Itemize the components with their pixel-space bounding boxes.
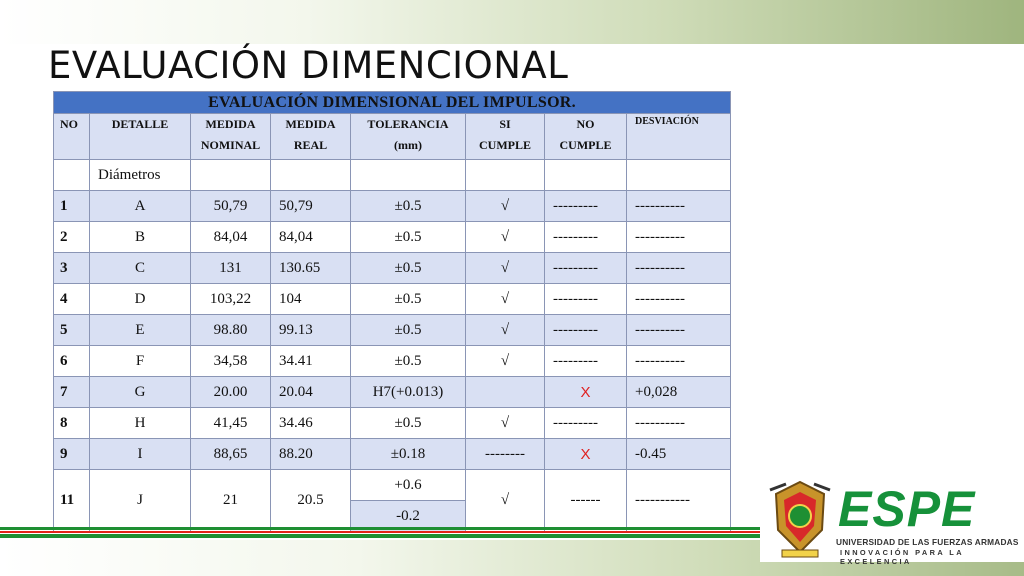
- cell-desviacion: ----------: [627, 253, 731, 284]
- cell-no-cumple: ---------: [545, 408, 627, 439]
- cell-si-cumple: [466, 377, 545, 408]
- evaluation-table-image: [53, 91, 730, 527]
- cell-tolerance: ±0.5: [351, 408, 466, 439]
- cell-tolerance: ±0.5: [351, 222, 466, 253]
- cell-detalle: H: [90, 408, 191, 439]
- header-medida-nominal: [191, 114, 271, 160]
- cell-no: 8: [54, 408, 90, 439]
- cell-nominal: 21: [191, 470, 271, 532]
- cell-no: 4: [54, 284, 90, 315]
- cell-real: 34.46: [271, 408, 351, 439]
- header-tolerancia: [351, 114, 466, 160]
- cell-si-cumple: √: [466, 346, 545, 377]
- cell-tolerance: ±0.5: [351, 284, 466, 315]
- header-medida-real: [271, 114, 351, 160]
- table-row-j-upper: [54, 470, 731, 501]
- cell-no-cumple: ---------: [545, 253, 627, 284]
- header-desviacion: DESVIACIÓN: [627, 114, 731, 160]
- header-si-line1: SI: [499, 117, 511, 131]
- table-row: [54, 253, 731, 284]
- cell-no: 5: [54, 315, 90, 346]
- cell-nominal: 103,22: [191, 284, 271, 315]
- evaluation-table: [53, 91, 731, 532]
- cell-no: 6: [54, 346, 90, 377]
- table-caption-row: [54, 92, 731, 114]
- cell-detalle: E: [90, 315, 191, 346]
- cell-tolerance: ±0.5: [351, 191, 466, 222]
- table-row: [54, 315, 731, 346]
- section-row: [54, 160, 731, 191]
- cell-real: 88.20: [271, 439, 351, 470]
- top-gradient-band: [0, 0, 1024, 44]
- cell-nominal: 88,65: [191, 439, 271, 470]
- cell-detalle: I: [90, 439, 191, 470]
- cell-real: 50,79: [271, 191, 351, 222]
- cell-detalle: B: [90, 222, 191, 253]
- cell-desviacion: ----------: [627, 408, 731, 439]
- cell-no: 3: [54, 253, 90, 284]
- cell-no-cumple: ---------: [545, 315, 627, 346]
- cell-no-cumple: ---------: [545, 191, 627, 222]
- header-nocumple-line1: NO: [576, 117, 595, 131]
- cell-desviacion: -----------: [627, 470, 731, 532]
- cell-si-cumple: --------: [466, 439, 545, 470]
- cell-tolerance-upper: +0.6: [351, 470, 466, 501]
- cell-no-cumple: ---------: [545, 222, 627, 253]
- cell-real: 20.04: [271, 377, 351, 408]
- cell-nominal: 20.00: [191, 377, 271, 408]
- cell-nominal: 131: [191, 253, 271, 284]
- cell-detalle: F: [90, 346, 191, 377]
- header-si-line2: CUMPLE: [479, 138, 531, 152]
- cell-detalle: A: [90, 191, 191, 222]
- cell-no-cumple: ---------: [545, 346, 627, 377]
- cell-real: 104: [271, 284, 351, 315]
- cell-real: 20.5: [271, 470, 351, 532]
- table-header-row: [54, 114, 731, 160]
- cell-nominal: 84,04: [191, 222, 271, 253]
- table-row: [54, 377, 731, 408]
- cell-desviacion: ----------: [627, 315, 731, 346]
- cell-real: 84,04: [271, 222, 351, 253]
- header-real-line2: REAL: [293, 138, 328, 152]
- section-label: Diámetros: [90, 160, 191, 191]
- table-row: [54, 408, 731, 439]
- cell-si-cumple: √: [466, 191, 545, 222]
- cell-tolerance: ±0.5: [351, 315, 466, 346]
- table-row: [54, 284, 731, 315]
- header-nocumple-line2: CUMPLE: [559, 138, 612, 152]
- table-row: [54, 346, 731, 377]
- cell-si-cumple: √: [466, 470, 545, 532]
- cell-detalle: D: [90, 284, 191, 315]
- table-row: [54, 439, 731, 470]
- cell-no-cumple: ------: [545, 470, 627, 532]
- cell-si-cumple: √: [466, 253, 545, 284]
- cell-real: 34.41: [271, 346, 351, 377]
- cell-no: 1: [54, 191, 90, 222]
- header-no-cumple: [545, 114, 627, 160]
- university-name: UNIVERSIDAD DE LAS FUERZAS ARMADAS: [836, 537, 1019, 547]
- cell-desviacion: -0.45: [627, 439, 731, 470]
- header-tol-line1: TOLERANCIA: [367, 117, 449, 131]
- cell-tolerance: ±0.5: [351, 346, 466, 377]
- cell-tolerance: ±0.5: [351, 253, 466, 284]
- cell-desviacion: ----------: [627, 284, 731, 315]
- table-row: [54, 191, 731, 222]
- cell-tolerance: H7(+0.013): [351, 377, 466, 408]
- university-motto: INNOVACIÓN PARA LA EXCELENCIA: [840, 548, 964, 566]
- cell-no: 9: [54, 439, 90, 470]
- header-no: NO: [54, 114, 90, 160]
- cell-nominal: 98.80: [191, 315, 271, 346]
- cell-tolerance: ±0.18: [351, 439, 466, 470]
- cell-si-cumple: √: [466, 315, 545, 346]
- cell-no: 2: [54, 222, 90, 253]
- header-si-cumple: [466, 114, 545, 160]
- espe-brand-text: ESPE: [838, 481, 976, 537]
- cell-desviacion: +0,028: [627, 377, 731, 408]
- cell-nominal: 41,45: [191, 408, 271, 439]
- cell-no-cumple: ---------: [545, 284, 627, 315]
- table-body: [54, 191, 731, 470]
- cell-detalle: G: [90, 377, 191, 408]
- table-caption: EVALUACIÓN DIMENSIONAL DEL IMPULSOR.: [54, 92, 731, 114]
- header-detalle: DETALLE: [90, 114, 191, 160]
- cell-tolerance-lower: -0.2: [351, 501, 466, 532]
- cell-si-cumple: √: [466, 284, 545, 315]
- header-nominal-line2: NOMINAL: [200, 138, 261, 152]
- university-crest-icon: [764, 480, 836, 560]
- espe-logo-block: [760, 478, 1024, 566]
- header-nominal-line1: MEDIDA: [205, 117, 256, 131]
- cell-no-cumple: X: [545, 377, 627, 408]
- header-real-line1: MEDIDA: [285, 117, 336, 131]
- cell-desviacion: ----------: [627, 346, 731, 377]
- cell-no: 11: [54, 470, 90, 532]
- table-row: [54, 222, 731, 253]
- header-tol-line2: (mm): [394, 138, 422, 152]
- cell-real: 130.65: [271, 253, 351, 284]
- cell-nominal: 34,58: [191, 346, 271, 377]
- cell-desviacion: ----------: [627, 222, 731, 253]
- cell-si-cumple: √: [466, 408, 545, 439]
- cell-si-cumple: √: [466, 222, 545, 253]
- cell-detalle: C: [90, 253, 191, 284]
- cell-no-cumple: X: [545, 439, 627, 470]
- cell-detalle: J: [90, 470, 191, 532]
- cell-real: 99.13: [271, 315, 351, 346]
- cell-nominal: 50,79: [191, 191, 271, 222]
- cell-no: 7: [54, 377, 90, 408]
- cell-desviacion: ----------: [627, 191, 731, 222]
- slide-title: EVALUACIÓN DIMENCIONAL: [48, 44, 569, 87]
